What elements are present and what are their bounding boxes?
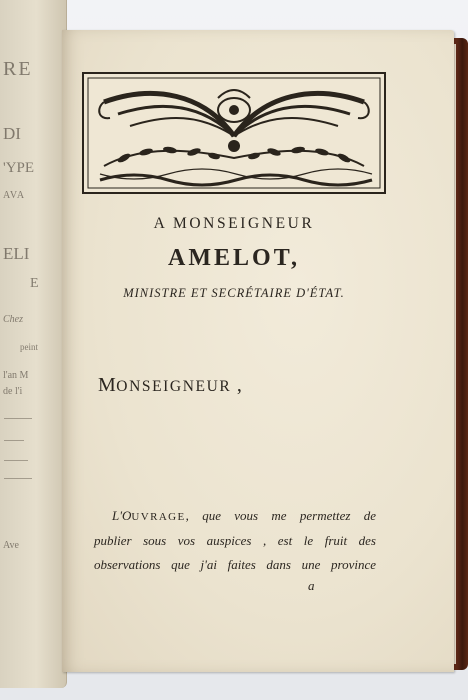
left-fragment: ELI bbox=[3, 244, 30, 263]
left-fragment: DI bbox=[3, 124, 21, 143]
left-fragment: peint bbox=[20, 342, 38, 352]
salutation-rest: ONSEIGNEUR bbox=[116, 378, 232, 395]
smallcaps-word: UVRAGE bbox=[131, 511, 186, 523]
left-rule bbox=[4, 460, 28, 461]
left-fragment: l'an M bbox=[3, 370, 29, 381]
left-rule bbox=[4, 418, 32, 419]
left-fragment: de l'i bbox=[3, 386, 23, 397]
dedication-name: AMELOT, bbox=[168, 245, 300, 271]
dedication-title: MINISTRE ET SECRÉTAIRE D'ÉTAT. bbox=[123, 286, 345, 300]
dropcap: L'O bbox=[112, 508, 132, 523]
salutation-initial: M bbox=[98, 374, 117, 396]
left-rule bbox=[4, 478, 32, 479]
floral-ornament-icon bbox=[82, 72, 386, 194]
body-line-2: publier sous vos auspices , est le fruit des bbox=[94, 533, 376, 548]
body-text bbox=[94, 504, 376, 577]
left-rule bbox=[4, 440, 24, 441]
book-page bbox=[62, 30, 454, 672]
body-line-1 bbox=[94, 504, 376, 529]
left-fragment: RE bbox=[3, 58, 33, 80]
ornament-svg bbox=[84, 74, 384, 192]
left-fragment: Chez bbox=[3, 314, 23, 325]
body-line-1-rest: , que vous me permettez de bbox=[185, 508, 376, 523]
left-fragment: E bbox=[30, 276, 39, 291]
body-line-3: observations que j'ai faites dans une province bbox=[94, 557, 376, 572]
salutation-comma: , bbox=[236, 374, 243, 396]
dedication-line-1: A MONSEIGNEUR bbox=[153, 215, 315, 232]
salutation bbox=[98, 374, 242, 397]
signature-mark: a bbox=[308, 578, 315, 593]
book-binding bbox=[454, 38, 468, 670]
left-fragment: AVA bbox=[3, 190, 26, 201]
left-page bbox=[0, 0, 67, 688]
left-fragment: 'YPE bbox=[3, 160, 35, 176]
left-fragment: Ave bbox=[3, 540, 19, 551]
